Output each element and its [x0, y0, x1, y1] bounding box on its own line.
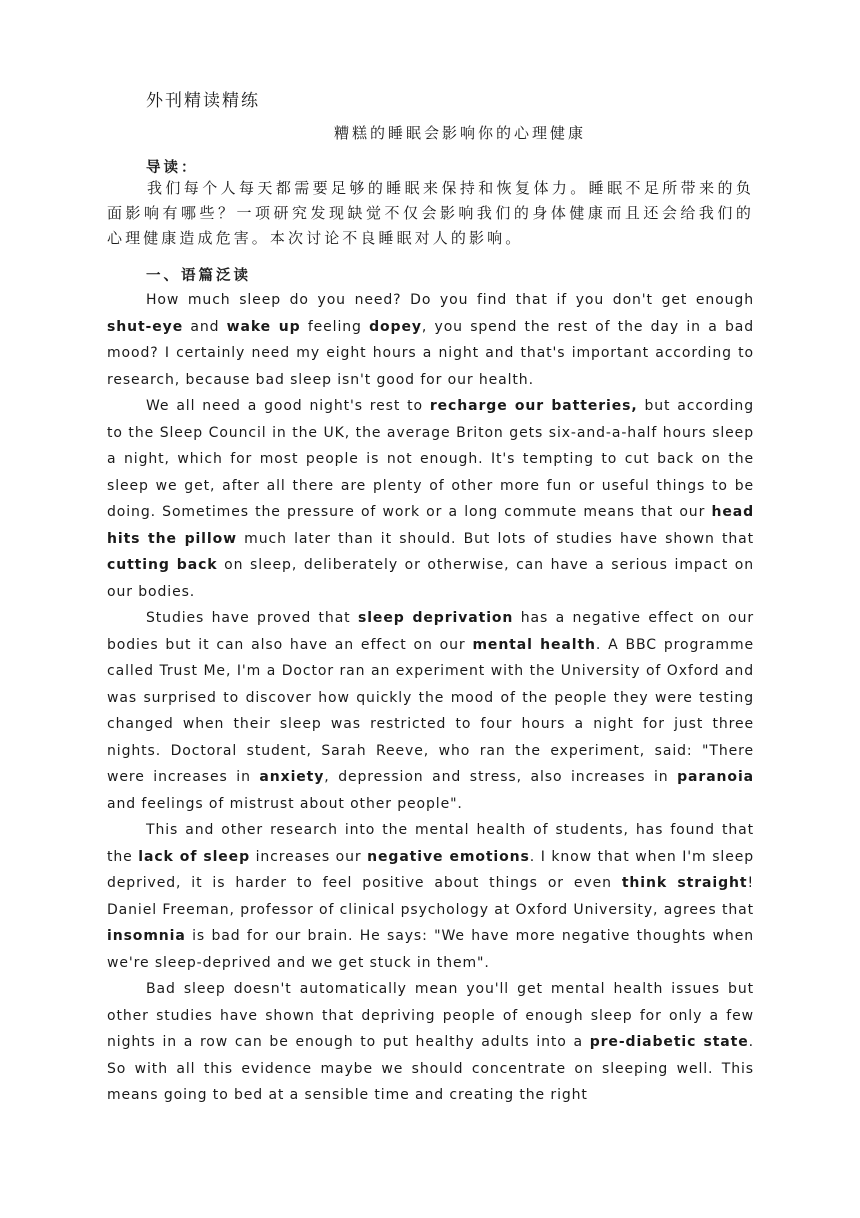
paragraph-1 [107, 287, 754, 393]
vocab-term: paranoia [677, 769, 754, 785]
vocab-term: wake up [226, 318, 301, 335]
text-run: This and other research into the mental health of students, has found that the [107, 822, 754, 865]
vocab-term: pre-diabetic state [589, 1034, 749, 1050]
text-run: Bad sleep doesn't automatically mean you'll get mental health issues but other studies have shown that depriving people of enough sleep for only a few nights in a row can be enough to put healthy adults into a [107, 981, 754, 1050]
vocab-term: negative emotions [367, 848, 530, 865]
vocab-term: dopey [369, 318, 422, 335]
vocab-term: head hits the pillow [107, 504, 754, 547]
text-run: much later than it should. But lots of studies have shown that [236, 530, 754, 547]
series-kicker: 外刊精读精练 [146, 91, 260, 111]
vocab-term: cutting back [107, 557, 218, 573]
text-run: but according to the Sleep Council in the UK, the average Briton gets six-and-a-half hours sleep a night, which for most people is not enough. It's tempting to cut back on the sleep we get, after all there are plenty of other more fun or useful things to be doing. Sometimes the pressure of work or a long commute means that our [107, 398, 754, 520]
lead-label: 导读： [146, 160, 199, 176]
text-run: . I know that when I'm sleep deprived, it is harder to feel positive about things or even [107, 848, 755, 891]
vocab-term: recharge our batteries, [429, 398, 638, 414]
text-run: We all need a good night's rest to [146, 398, 430, 414]
text-run: on sleep, deliberately or otherwise, can have a serious impact on our bodies. [107, 557, 754, 600]
text-run: and [183, 318, 227, 335]
paragraph-4 [107, 817, 754, 976]
vocab-term: mental health [472, 636, 596, 653]
section-heading: 一、语篇泛读 [146, 268, 251, 284]
paragraph-5 [107, 976, 754, 1109]
paragraph-2 [107, 393, 754, 605]
text-run: feeling [300, 318, 370, 335]
text-run: increases our [250, 848, 368, 865]
vocab-term: sleep deprivation [358, 610, 514, 626]
text-run: is bad for our brain. He says: "We have more negative thoughts when we're sleep-deprived and we get stuck in them". [107, 928, 754, 971]
text-run: . So with all this evidence maybe we should concentrate on sleeping well. This means going to bed at a sensible time and creating the right [107, 1034, 754, 1103]
vocab-term: shut-eye [107, 318, 184, 335]
text-run: , depression and stress, also increases in [324, 769, 678, 785]
text-run: has a negative effect on our bodies but it can also have an effect on our [107, 610, 754, 653]
text-run: . A BBC programme called Trust Me, I'm a Doctor ran an experiment with the University of Oxford and was surprised to discover how quickly the mood of the people they were testing changed when their sleep was restricted to four hours a night for just three nights. Doctoral student, Sarah Reeve, who ran the experiment, said: "There were increases in [107, 636, 754, 785]
text-run: How much sleep do you need? Do you find that if you don't get enough [146, 292, 754, 308]
article-body [107, 287, 754, 1109]
vocab-term: anxiety [259, 769, 325, 785]
article-title: 糟糕的睡眠会影响你的心理健康 [333, 124, 586, 142]
text-run: , you spend the rest of the day in a bad mood? I certainly need my eight hours a night and that's important according to research, because bad sleep isn't good for our health. [107, 318, 754, 388]
paragraph-3 [107, 605, 754, 817]
text-run: and feelings of mistrust about other people". [107, 795, 463, 812]
vocab-term: lack of sleep [138, 848, 250, 865]
vocab-term: insomnia [107, 928, 186, 944]
lead-text: 我们每个人每天都需要足够的睡眠来保持和恢复体力。睡眠不足所带来的负面影响有哪些？一项研究发现缺觉不仅会影响我们的身体健康而且还会给我们的心理健康造成危害。本次讨论不良睡眠对人的影响。 [107, 179, 754, 247]
text-run: Studies have proved that [146, 610, 358, 626]
vocab-term: think straight [621, 875, 748, 891]
text-run: ! Daniel Freeman, professor of clinical psychology at Oxford University, agrees that [107, 875, 754, 918]
